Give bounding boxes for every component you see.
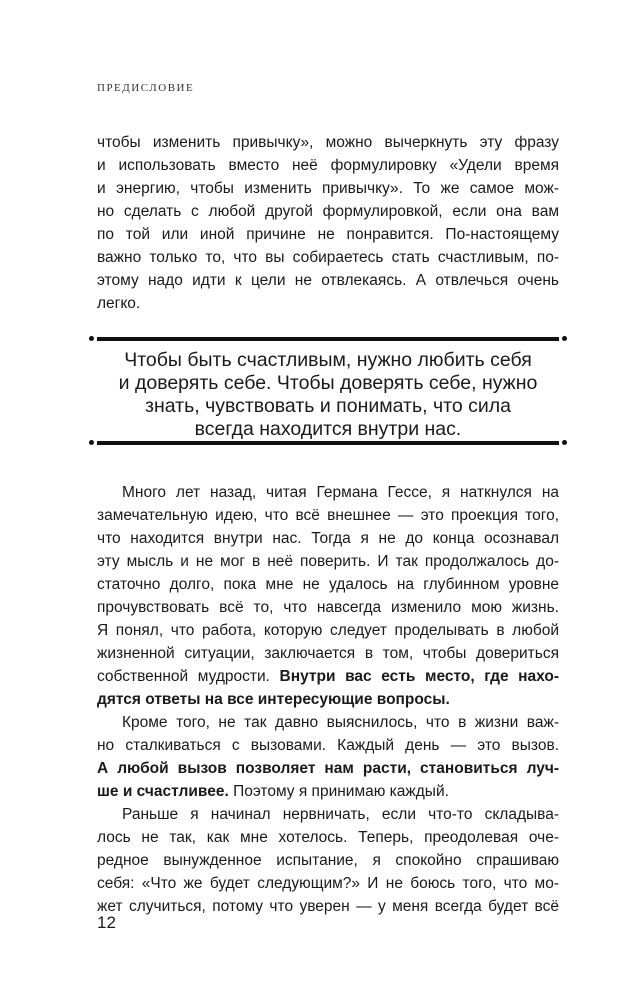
text-line: замечательную идею, что всё внешнее — это проекция того, [97, 507, 559, 524]
bold-run: А любой вызов позволяет нам расти, становиться луч- [97, 760, 559, 777]
pull-quote [97, 333, 559, 448]
text-line: но сделать с любой другой формулировкой, если она вам [97, 203, 559, 220]
quote-rule-top [97, 337, 559, 341]
text-line: чтобы изменить привычку», можно вычеркнуть эту фразу [97, 134, 559, 151]
text-line: прочувствовать всё то, что навсегда изменило мою жизнь. [97, 599, 559, 616]
text-line: жет случиться, потому что уверен — у меня всегда будет всё [97, 898, 559, 915]
text-line: Много лет назад, читая Германа Гессе, я наткнулся на [122, 484, 559, 501]
paragraph-earlier [97, 803, 559, 918]
bold-run: Внутри вас есть место, где нахо- [279, 668, 560, 685]
text-line [97, 665, 559, 688]
text-line: что находится внутри нас. Тогда я не до конца осознавал [97, 530, 559, 547]
running-head: ПРЕДИСЛОВИЕ [97, 82, 195, 94]
text-line: статочно долго, пока мне не удалось на глубинном уровне [97, 576, 559, 593]
text-run: Поэтому я принимаю каждый. [228, 783, 449, 800]
quote-line: знать, чувствовать и понимать, что сила [145, 395, 511, 417]
text-line: лось не так, как мне хотелось. Теперь, преодолевая оче- [97, 829, 559, 846]
text-line: и использовать вместо неё формулировку «Удели время [97, 157, 559, 174]
text-line [97, 688, 559, 711]
text-line: Раньше я начинал нервничать, если что-то складыва- [122, 806, 559, 823]
text-line: важно только то, что вы собираетесь стать счастливым, по- [97, 249, 559, 266]
text-line: но сталкиваться с вызовами. Каждый день — это вызов. [97, 737, 559, 754]
text-run: собственной мудрости. [97, 668, 280, 685]
text-line: эту мысль и не мог в неё поверить. И так продолжалось до- [97, 553, 559, 570]
page-number: 12 [97, 913, 116, 932]
paragraph-hesse [97, 481, 559, 711]
text-line: легко. [97, 295, 141, 312]
quote-line: и доверять себе. Чтобы доверять себе, нужно [118, 372, 538, 394]
bold-run: ше и счастливее. [97, 783, 229, 800]
text-line [97, 757, 559, 780]
quote-line: всегда находится внутри нас. [194, 418, 462, 440]
text-line: и энергию, чтобы изменить привычку». То же самое мож- [97, 180, 559, 197]
text-line: себя: «Что же будет следующим?» И не боюсь того, что мо- [97, 875, 559, 892]
quote-line: Чтобы быть счастливым, нужно любить себя [124, 349, 532, 371]
intro-paragraph [97, 131, 559, 315]
bold-run: дятся ответы на все интересующие вопросы. [97, 691, 450, 708]
text-line: редное вынужденное испытание, я спокойно спрашиваю [97, 852, 559, 869]
pull-quote-text [97, 349, 559, 441]
text-line: жизненной ситуации, заключается в том, чтобы довериться [97, 645, 559, 662]
text-line [97, 780, 559, 803]
text-line: по той или иной причине не понравится. По-настоящему [97, 226, 559, 243]
quote-rule-bottom [97, 441, 559, 445]
paragraph-challenges [97, 711, 559, 803]
text-line: Я понял, что работа, которую следует проделывать в любой [97, 622, 559, 639]
text-line: Кроме того, не так давно выяснилось, что в жизни важ- [122, 714, 559, 731]
text-line: этому надо идти к цели не отвлекаясь. А отвлечься очень [97, 272, 559, 289]
